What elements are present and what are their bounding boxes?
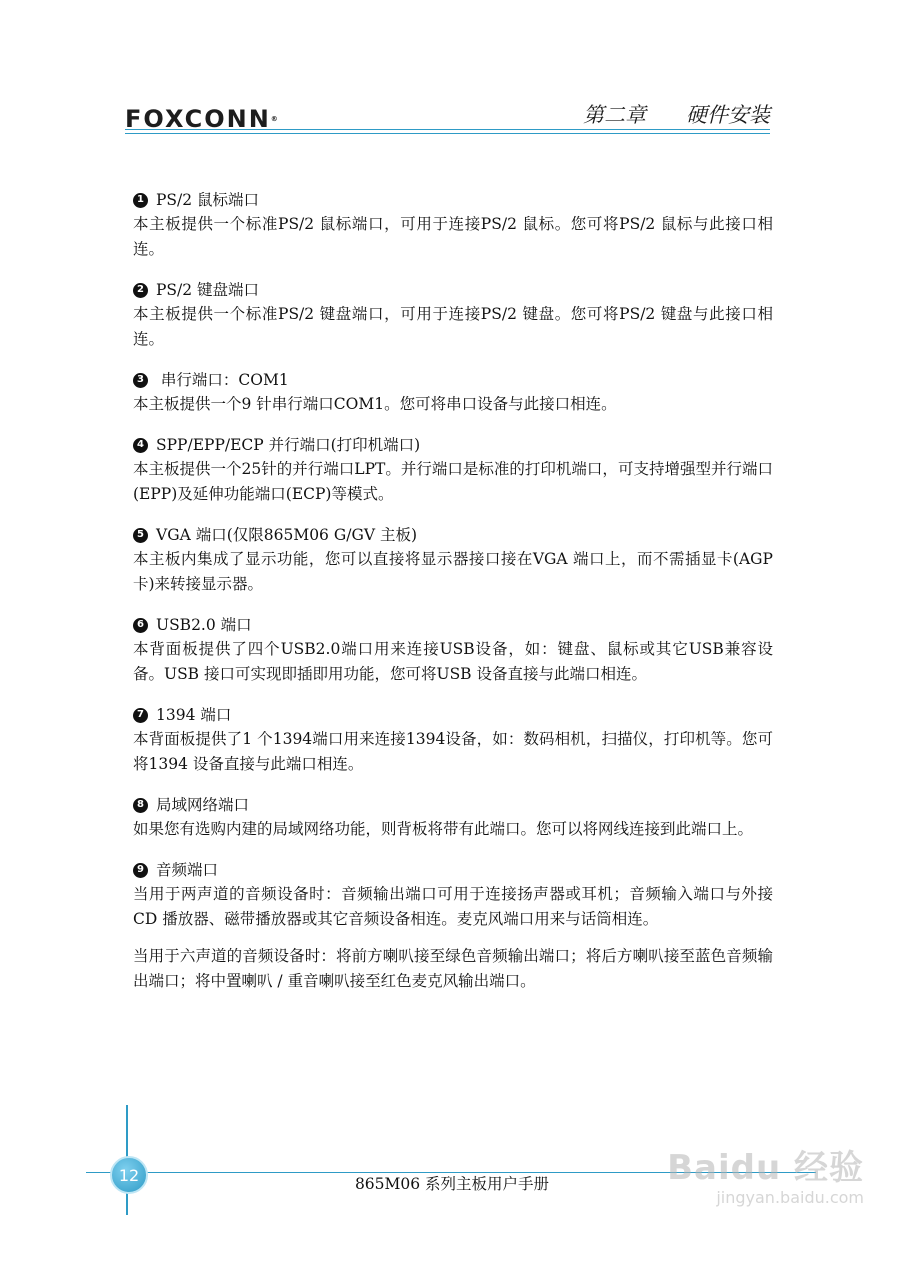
header-divider-secondary [125,133,770,134]
section-1394-port [133,703,773,777]
section-body: 本背面板提供了四个USB2.0端口用来连接USB设备，如：键盘、鼠标或其它USB兼容设备。USB 接口可实现即插即用功能，您可将USB 设备直接与此端口相连。 [133,640,773,683]
number-badge-icon: 9 [133,863,148,878]
watermark-url: jingyan.baidu.com [716,1188,864,1207]
header-divider [125,129,770,130]
section-body-extra: 当用于六声道的音频设备时：将前方喇叭接至绿色音频输出端口；将后方喇叭接至蓝色音频输出端口；将中置喇叭 / 重音喇叭接至红色麦克风输出端口。 [133,947,773,990]
section-body: 本主板提供一个标准PS/2 鼠标端口，可用于连接PS/2 鼠标。您可将PS/2 鼠标与此接口相连。 [133,215,773,258]
number-badge-icon: 3 [133,373,148,388]
section-body: 本主板提供一个9 针串行端口COM1。您可将串口设备与此接口相连。 [133,395,617,413]
section-title: 8 局域网络端口 [133,793,773,817]
section-title: 4 SPP/EPP/ECP 并行端口(打印机端口) [133,433,773,457]
number-badge-icon: 5 [133,528,148,543]
section-body: 本背面板提供了1 个1394端口用来连接1394设备，如：数码相机，扫描仪，打印机等。您可将1394 设备直接与此端口相连。 [133,730,773,773]
watermark-logo: Baidu 经验 [667,1148,864,1188]
chapter-title: 硬件安装 [686,103,770,127]
section-title: 9 音频端口 [133,858,773,882]
section-ps2-keyboard [133,278,773,352]
section-body: 本主板内集成了显示功能，您可以直接将显示器接口接在VGA 端口上，而不需插显卡(AGP 卡)来转接显示器。 [133,550,773,593]
section-audio-port [133,858,773,994]
number-badge-icon: 1 [133,193,148,208]
brand-logo: FOXCONN® [125,105,278,133]
number-badge-icon: 8 [133,798,148,813]
chapter-label: 第二章 [583,103,646,127]
section-body: 本主板提供一个25针的并行端口LPT。并行端口是标准的打印机端口，可支持增强型并行端口(EPP)及延伸功能端口(ECP)等模式。 [133,460,773,503]
section-serial-port [133,368,773,417]
section-lan-port [133,793,773,842]
section-parallel-port [133,433,773,507]
number-badge-icon: 6 [133,618,148,633]
section-body: 当用于两声道的音频设备时：音频输出端口可用于连接扬声器或耳机；音频输入端口与外接CD 播放器、磁带播放器或其它音频设备相连。麦克风端口用来与话筒相连。 [133,885,773,928]
number-badge-icon: 4 [133,438,148,453]
chapter-heading [583,100,770,130]
section-title: 3 串行端口：COM1 [133,368,773,392]
section-vga-port [133,523,773,597]
page-number-badge: 12 [110,1156,148,1194]
section-body: 本主板提供一个标准PS/2 键盘端口，可用于连接PS/2 键盘。您可将PS/2 键盘与此接口相连。 [133,305,773,348]
document-body [133,188,773,1010]
number-badge-icon: 2 [133,283,148,298]
section-usb-port [133,613,773,687]
section-title: 1 PS/2 鼠标端口 [133,188,773,212]
baidu-watermark [667,1148,864,1208]
number-badge-icon: 7 [133,708,148,723]
section-title: 2 PS/2 键盘端口 [133,278,773,302]
section-title: 5 VGA 端口(仅限865M06 G/GV 主板) [133,523,773,547]
footer-manual-title: 865M06 系列主板用户手册 [354,1175,550,1193]
section-body: 如果您有选购内建的局域网络功能，则背板将带有此端口。您可以将网线连接到此端口上。 [133,820,754,838]
section-ps2-mouse [133,188,773,262]
section-title: 6 USB2.0 端口 [133,613,773,637]
section-title: 7 1394 端口 [133,703,773,727]
